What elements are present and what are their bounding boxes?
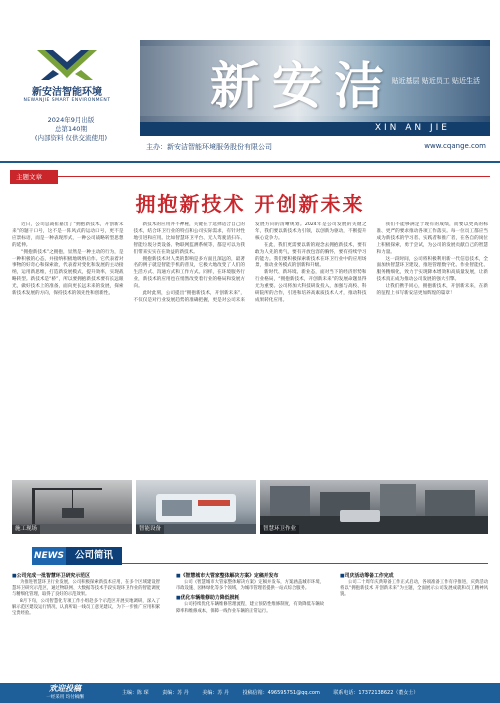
masthead-pinyin: XIN AN JIE [374,123,450,133]
website-link[interactable]: www.cqange.com [424,142,486,150]
news-item-body: 公司持续优化车辆维修管理流程，建立预防性维修制度，有效降低车辆故障率和维修成本，保障一线作业车辆的正常运行。 [176,602,324,614]
section-divider [58,176,490,177]
article-paragraph: 拥抱新技术对人类的影响是多方面且深远的，最著名的例子就是智能手机的普及，它极大地改变了人们的生活方式、沟通方式和工作方式。同样，在环境服务行业，新技术的应用也在悄然改变着行业的格局和发展方向。 [133,256,245,290]
news-header [32,547,122,565]
article-paragraph: 此时此刻，公司提出“拥抱新技术，开创新未来”，不仅仅是对行业发展趋势的准确把握，更是对公司未来发展方向的清晰规划。2024年是公司发展的关键之年，我们要以新技术为引领，以创新为驱动，不断提升核心竞争力。 [133,222,367,303]
footer-credits [122,689,430,696]
photo-construction [12,480,132,534]
news-item-title: ■ 公司完成一批智慧环卫研究示范区 [12,572,160,579]
section-tag: 主题文章 [10,170,58,184]
photo-caption: 智慧环卫作业 [260,525,299,534]
footer-designer: 美编：苏 丹 [202,690,229,696]
photo-equipment [136,480,256,534]
news-item-body: 8月下旬，公司智慧化专项工作小组赴多个示范区开展实地调研，深入了解示范区建设运行情况，认真听取一线员工意见建议，为下一步推广应用积累宝贵经验。 [12,598,160,617]
logo-text-cn: 新安洁智能环境 [32,87,102,98]
edition-note: (内部资料 仅供交流使用) [34,134,108,142]
masthead-slogan: 贴近基层 贴近员工 贴近生活 [391,77,480,85]
article-paragraph: 我们不能够满足于现有的成绩，而要以更高的标准、更严的要求推动各项工作落实。每一位员工都应当成为新技术的学习者、实践者和推广者，在各自的岗位上积极探索，勇于尝试，为公司的发展贡献自己的智慧和力量。 [376,222,488,255]
news-item-body: 为推进智慧环卫行业发展，公司积极探索新技术应用，在多个区域建设智慧环卫研究示范区，通过物联网、大数据等技术手段实现环卫作业的智能调度与精细化管理，取得了良好的示范效果。 [12,580,160,598]
article-paragraph: 让我们携手同心，拥抱新技术，开创新未来，在新的征程上书写新安洁更加辉煌的篇章！ [376,284,488,297]
news-divider [122,563,488,564]
photo-operation [260,480,488,534]
footer-tagline: 一经采用 均付稿酬 [46,695,84,700]
footer [0,683,500,703]
main-article [12,222,488,478]
news-item-title: ■ 《智慧城市大管家整体解决方案》定稿并发布 [176,572,324,579]
logo [12,48,122,103]
footer-reviewer: 责编：苏 丹 [162,690,189,696]
photo-caption: 施工现场 [12,525,40,534]
masthead-banner [140,40,490,122]
news-item-title: ■ 司庆活动筹备工作完成 [340,572,488,579]
footer-call-to-action [30,684,100,701]
news-briefs [12,570,488,680]
news-item-title: ■ 优化车辆维修助力降低损耗 [176,594,324,601]
footer-email[interactable]: 投稿信箱：496595751@qq.com [242,690,320,696]
article-paragraph: 这一段时间，公司将积极利用新一代信息技术，全面加快智慧环卫建设，推进管理数字化、作业智能化、服务精细化，致力于实现降本增效和高质量发展，让新技术真正成为推动公司发展的强大引擎。 [376,256,488,283]
article-paragraph: 新时代、新环境、新业态，面对当下的经济形势和行业格局，“拥抱新技术，开创新未来”的发展命题显得尤为重要。公司将加大科技研发投入，加强与高校、科研院所的合作，引进和培养高素质技术人才，推动科技成果转化应用。 [255,270,367,303]
article-paragraph: “拥抱新技术”之拥抱，显然是一种主动的行为，是一种积极的心态，并接纳积极地吸纳后作。它代表着对事物的好奇心和探索欲，代表着对变化和发展的主动接纳，运用新思维，打造新发展模式，提升效率，实现战略转型。新技术是“桥”，所以要拥抱新技术要有长远眼光，做好技术上的准备，面向更长远未来的发展，探索新技术发展的方向，保持技术的领先性和创新性。 [12,249,124,297]
article-paragraph: 新技术的应用并不神秘，关键在于选择适合自己的技术，结合环卫行业的特点和公司实际需求，有针对性地引进和应用。比如智慧环卫平台、无人驾驶清扫车、智能垃圾分类设备、物联网监测系统等，都是可以为我们带来实实在在效益的新技术。 [133,222,245,255]
news-label-cn: 公司简讯 [66,547,122,565]
masthead-title: 新安洁 [210,56,396,115]
news-column [340,570,488,599]
masthead [0,0,500,163]
footer-welcome: 欢迎投稿 [49,684,81,693]
article-paragraph: 近日，公司总裁崔嘉出了“拥抱新技术，开创新未来”的题干口号，这不是一阵风式的运动口号，更不是应景标语，而是一种表现形式，一种公司战略转型思想的延伸。 [12,222,124,248]
article-headline: 拥抱新技术 开创新未来 [135,192,365,216]
pinyin-bar [140,122,490,136]
logo-mark-icon [35,48,99,82]
edition-date: 2024年9月出版 [47,116,95,124]
news-item-body: 公司《智慧城市大管家整体解决方案》定稿并发布，方案涵盖城市环境、市政设施、园林绿化等多个领域，为城市管理者提供一站式综合服务。 [176,580,324,592]
photo-row [12,480,488,540]
logo-text-en: NEWANJIE SMART ENVIRONMENT [23,98,111,103]
article-paragraph: 在此，我们更需要以新的观念去拥抱新技术，要有敢为人先的勇气，要有开放包容的胸怀，要有持续学习的能力。我们要积极探索新技术在环卫行业中的应用场景，推动业务模式的创新和升级。 [255,242,367,269]
news-item-body: 公司二十周年庆典筹备工作正式启动，各项准备工作有序推进，庆典活动将以“拥抱新技术 开创新未来”为主题，全面展示公司发展成就和员工精神风貌。 [340,580,488,598]
news-column [12,570,160,617]
news-label-en: NEWS [32,547,66,565]
footer-editor: 主编：陈 琛 [122,690,149,696]
footer-phone: 联系电话：17372138622（董女士） [333,690,419,696]
photo-caption: 智能设备 [136,525,164,534]
edition-info [22,116,120,143]
news-column [176,570,324,615]
publisher-line: 主办：新安洁智能环境服务股份有限公司 [146,143,272,151]
edition-number: 总第140期 [55,125,87,133]
